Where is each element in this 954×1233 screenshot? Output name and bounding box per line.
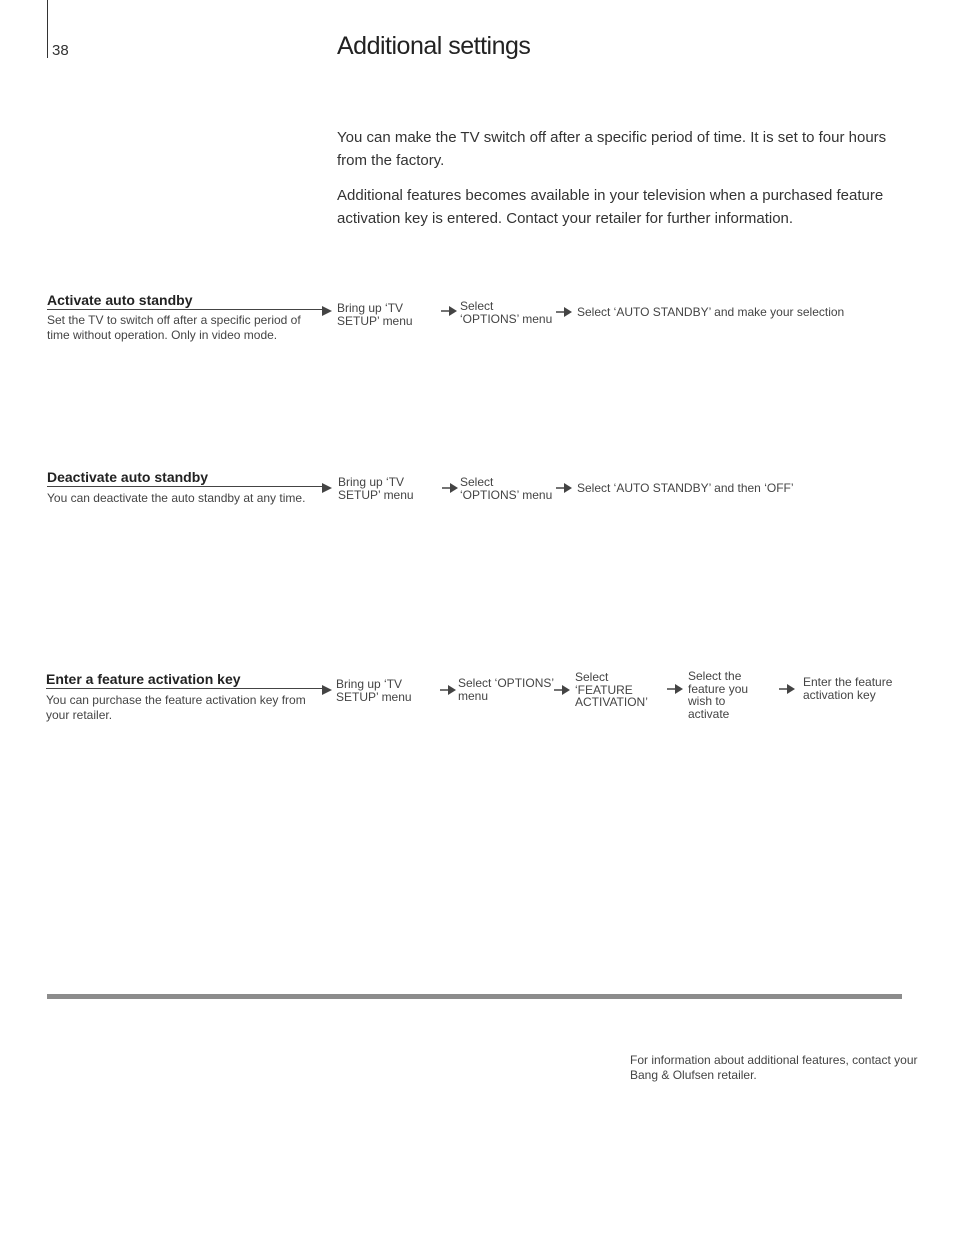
- step-text: Select ‘OPTIONS’ menu: [458, 676, 554, 703]
- arrow-right-icon: [322, 306, 332, 316]
- section-heading: Enter a feature activation key: [46, 671, 325, 689]
- arrow-right-icon: [322, 685, 332, 695]
- arrow-right-icon: [554, 685, 570, 695]
- step-text: Bring up ‘TV SETUP’ menu: [336, 677, 412, 704]
- step-text: Select ‘AUTO STANDBY’ and then ‘OFF’: [577, 481, 794, 495]
- arrow-right-icon: [441, 306, 457, 316]
- page-number: 38: [52, 42, 69, 59]
- step-text: Select ‘AUTO STANDBY’ and make your selection: [577, 305, 845, 319]
- step-text: Select ‘OPTIONS’ menu: [460, 475, 553, 502]
- intro-paragraph-1: You can make the TV switch off after a specific period of time. It is set to four hours from the factory.: [337, 129, 887, 169]
- arrow-right-icon: [556, 483, 572, 493]
- intro-paragraph-2: Additional features becomes available in your television when a purchased feature activation key is entered. Contact your retailer for further information.: [337, 187, 884, 227]
- arrow-right-icon: [556, 307, 572, 317]
- step-text: Bring up ‘TV SETUP’ menu: [338, 475, 414, 502]
- step-text: Bring up ‘TV SETUP’ menu: [337, 301, 413, 328]
- footer-divider: [47, 994, 902, 999]
- arrow-right-icon: [440, 685, 456, 695]
- step-text: Select the feature you wish to activate: [688, 669, 749, 721]
- arrow-right-icon: [779, 684, 795, 694]
- arrow-right-icon: [442, 483, 458, 493]
- section-description: You can purchase the feature activation key from your retailer.: [46, 693, 306, 722]
- footer-note: For information about additional features, contact your Bang & Olufsen retailer.: [630, 1053, 918, 1082]
- step-text: Select ‘OPTIONS’ menu: [460, 299, 553, 326]
- page-margin-rule: [47, 0, 48, 58]
- step-text: Select ‘FEATURE ACTIVATION’: [575, 670, 648, 709]
- step-text: Enter the feature activation key: [803, 675, 893, 702]
- page-title: Additional settings: [337, 32, 531, 60]
- section-description: You can deactivate the auto standby at any time.: [47, 491, 306, 505]
- section-heading: Deactivate auto standby: [47, 469, 325, 487]
- section-heading: Activate auto standby: [47, 292, 325, 310]
- arrow-right-icon: [667, 684, 683, 694]
- section-description: Set the TV to switch off after a specific period of time without operation. Only in video mode.: [47, 313, 301, 342]
